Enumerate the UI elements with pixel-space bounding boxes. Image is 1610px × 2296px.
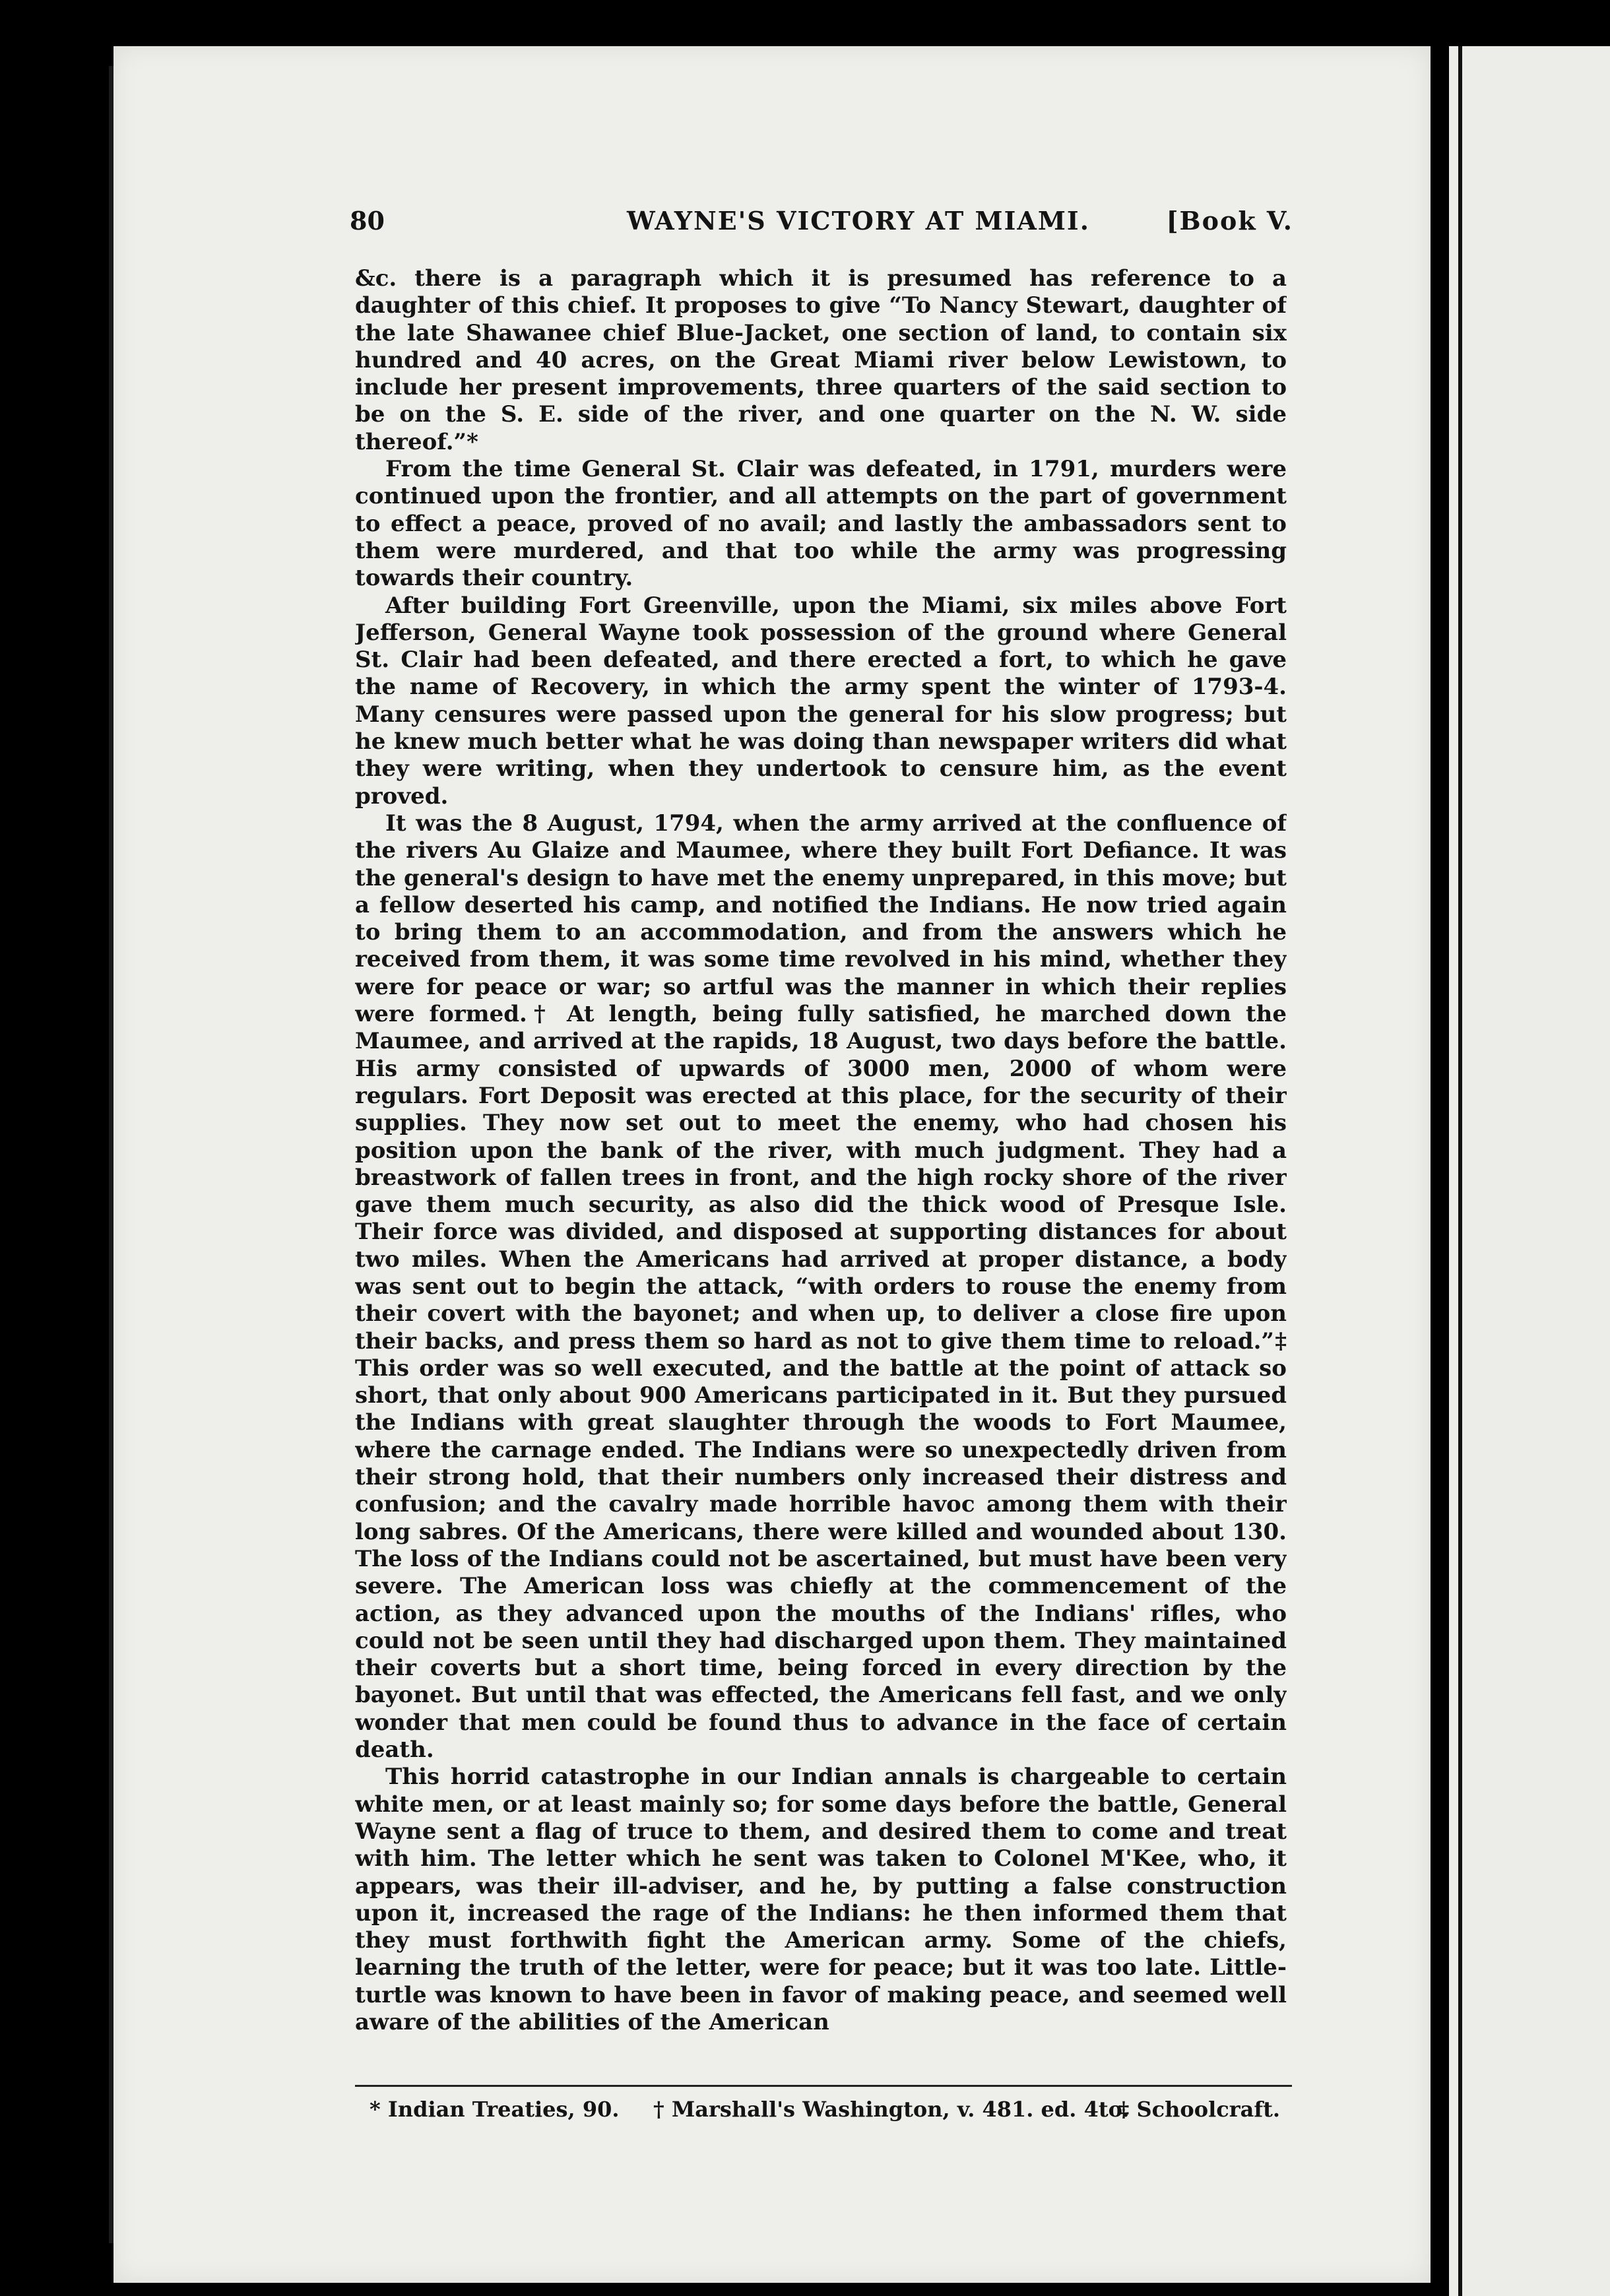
paragraph: This horrid catastrophe in our Indian annals is chargeable to certain white men, or at least mainly so; for some days before the battle, General Wayne sent a flag of truce to them, and desired them to come and treat with him. The letter which he sent was taken to Colonel M'Kee, who, it appears, was their ill-adviser, and he, by putting a false construction upon it, increased the rage of the Indians: he then informed them that they must forthwith fight the American army. Some of the chiefs, learning the truth of the letter, were for peace; but it was too late. Little-turtle was known to have been in favor of making peace, and seemed well aware of the abilities of the American: [355, 1764, 1287, 2035]
running-head: [350, 206, 1293, 245]
adjacent-page-edge: [1449, 46, 1610, 2296]
paragraph: &c. there is a paragraph which it is presumed has reference to a daughter of this chief. It proposes to give “To Nancy Stewart, daughter of the late Shawanee chief Blue-Jacket, one section of land, to contain six hundred and 40 acres, on the Great Miami river below Lewistown, to include her present improvements, three quarters of the said section to be on the S. E. side of the river, and one quarter on the N. W. side thereof.”*: [355, 265, 1287, 455]
footnote: † Marshall's Washington, v. 481. ed. 4to.: [653, 2097, 1130, 2122]
footnote: ‡ Schoolcraft.: [1118, 2097, 1280, 2122]
paragraph: It was the 8 August, 1794, when the army arrived at the confluence of the rivers Au Glaize and Maumee, where they built Fort Defiance. It was the general's design to have met the enemy unprepared, in this move; but a fellow deserted his camp, and notified the Indians. He now tried again to bring them to an accommodation, and from the answers which he received from them, it was some time revolved in his mind, whether they were for peace or war; so artful was the manner in which their replies were formed.† At length, being fully satisfied, he marched down the Maumee, and arrived at the rapids, 18 August, two days before the battle. His army consisted of upwards of 3000 men, 2000 of whom were regulars. Fort Deposit was erected at this place, for the security of their supplies. They now set out to meet the enemy, who had chosen his position upon the bank of the river, with much judgment. They had a breastwork of fallen trees in front, and the high rocky shore of the river gave them much security, as also did the thick wood of Presque Isle. Their force was divided, and disposed at supporting distances for about two miles. When the Americans had arrived at proper distance, a body was sent out to begin the attack, “with orders to rouse the enemy from their covert with the bayonet; and when up, to deliver a close fire upon their backs, and press them so hard as not to give them time to reload.”‡ This order was so well executed, and the battle at the point of attack so short, that only about 900 Americans participated in it. But they pursued the Indians with great slaughter through the woods to Fort Maumee, where the carnage ended. The Indians were so unexpectedly driven from their strong hold, that their numbers only increased their distress and confusion; and the cavalry made horrible havoc among them with their long sabres. Of the Americans, there were killed and wounded about 130. The loss of the Indians could not be ascertained, but must have been very severe. The American loss was chiefly at the commencement of the action, as they advanced upon the mouths of the Indians' rifles, who could not be seen until they had discharged upon them. They maintained their coverts but a short time, being forced in every direction by the bayonet. But until that was effected, the Americans fell fast, and we only wonder that men could be found thus to advance in the face of certain death.: [355, 810, 1287, 1764]
page-number: 80: [350, 206, 385, 236]
book-label: [Book V.: [1166, 206, 1293, 236]
footnotes: [370, 2097, 1280, 2130]
body-text: [355, 265, 1287, 2060]
footnote-divider: [355, 2085, 1292, 2087]
paragraph: From the time General St. Clair was defeated, in 1791, murders were continued upon the frontier, and all attempts on the part of government to effect a peace, proved of no avail; and lastly the ambassadors sent to them were murdered, and that too while the army was progressing towards their country.: [355, 456, 1287, 592]
running-title: WAYNE'S VICTORY AT MIAMI.: [627, 206, 1090, 236]
page-gutter: [1458, 46, 1462, 2296]
footnote: * Indian Treaties, 90.: [370, 2097, 620, 2122]
paragraph: After building Fort Greenville, upon the Miami, six miles above Fort Jefferson, General Wayne took possession of the ground where General St. Clair had been defeated, and there erected a fort, to which he gave the name of Recovery, in which the army spent the winter of 1793-4. Many censures were passed upon the general for his slow progress; but he knew much better what he was doing than newspaper writers did what they were writing, when they undertook to censure him, as the event proved.: [355, 592, 1287, 810]
